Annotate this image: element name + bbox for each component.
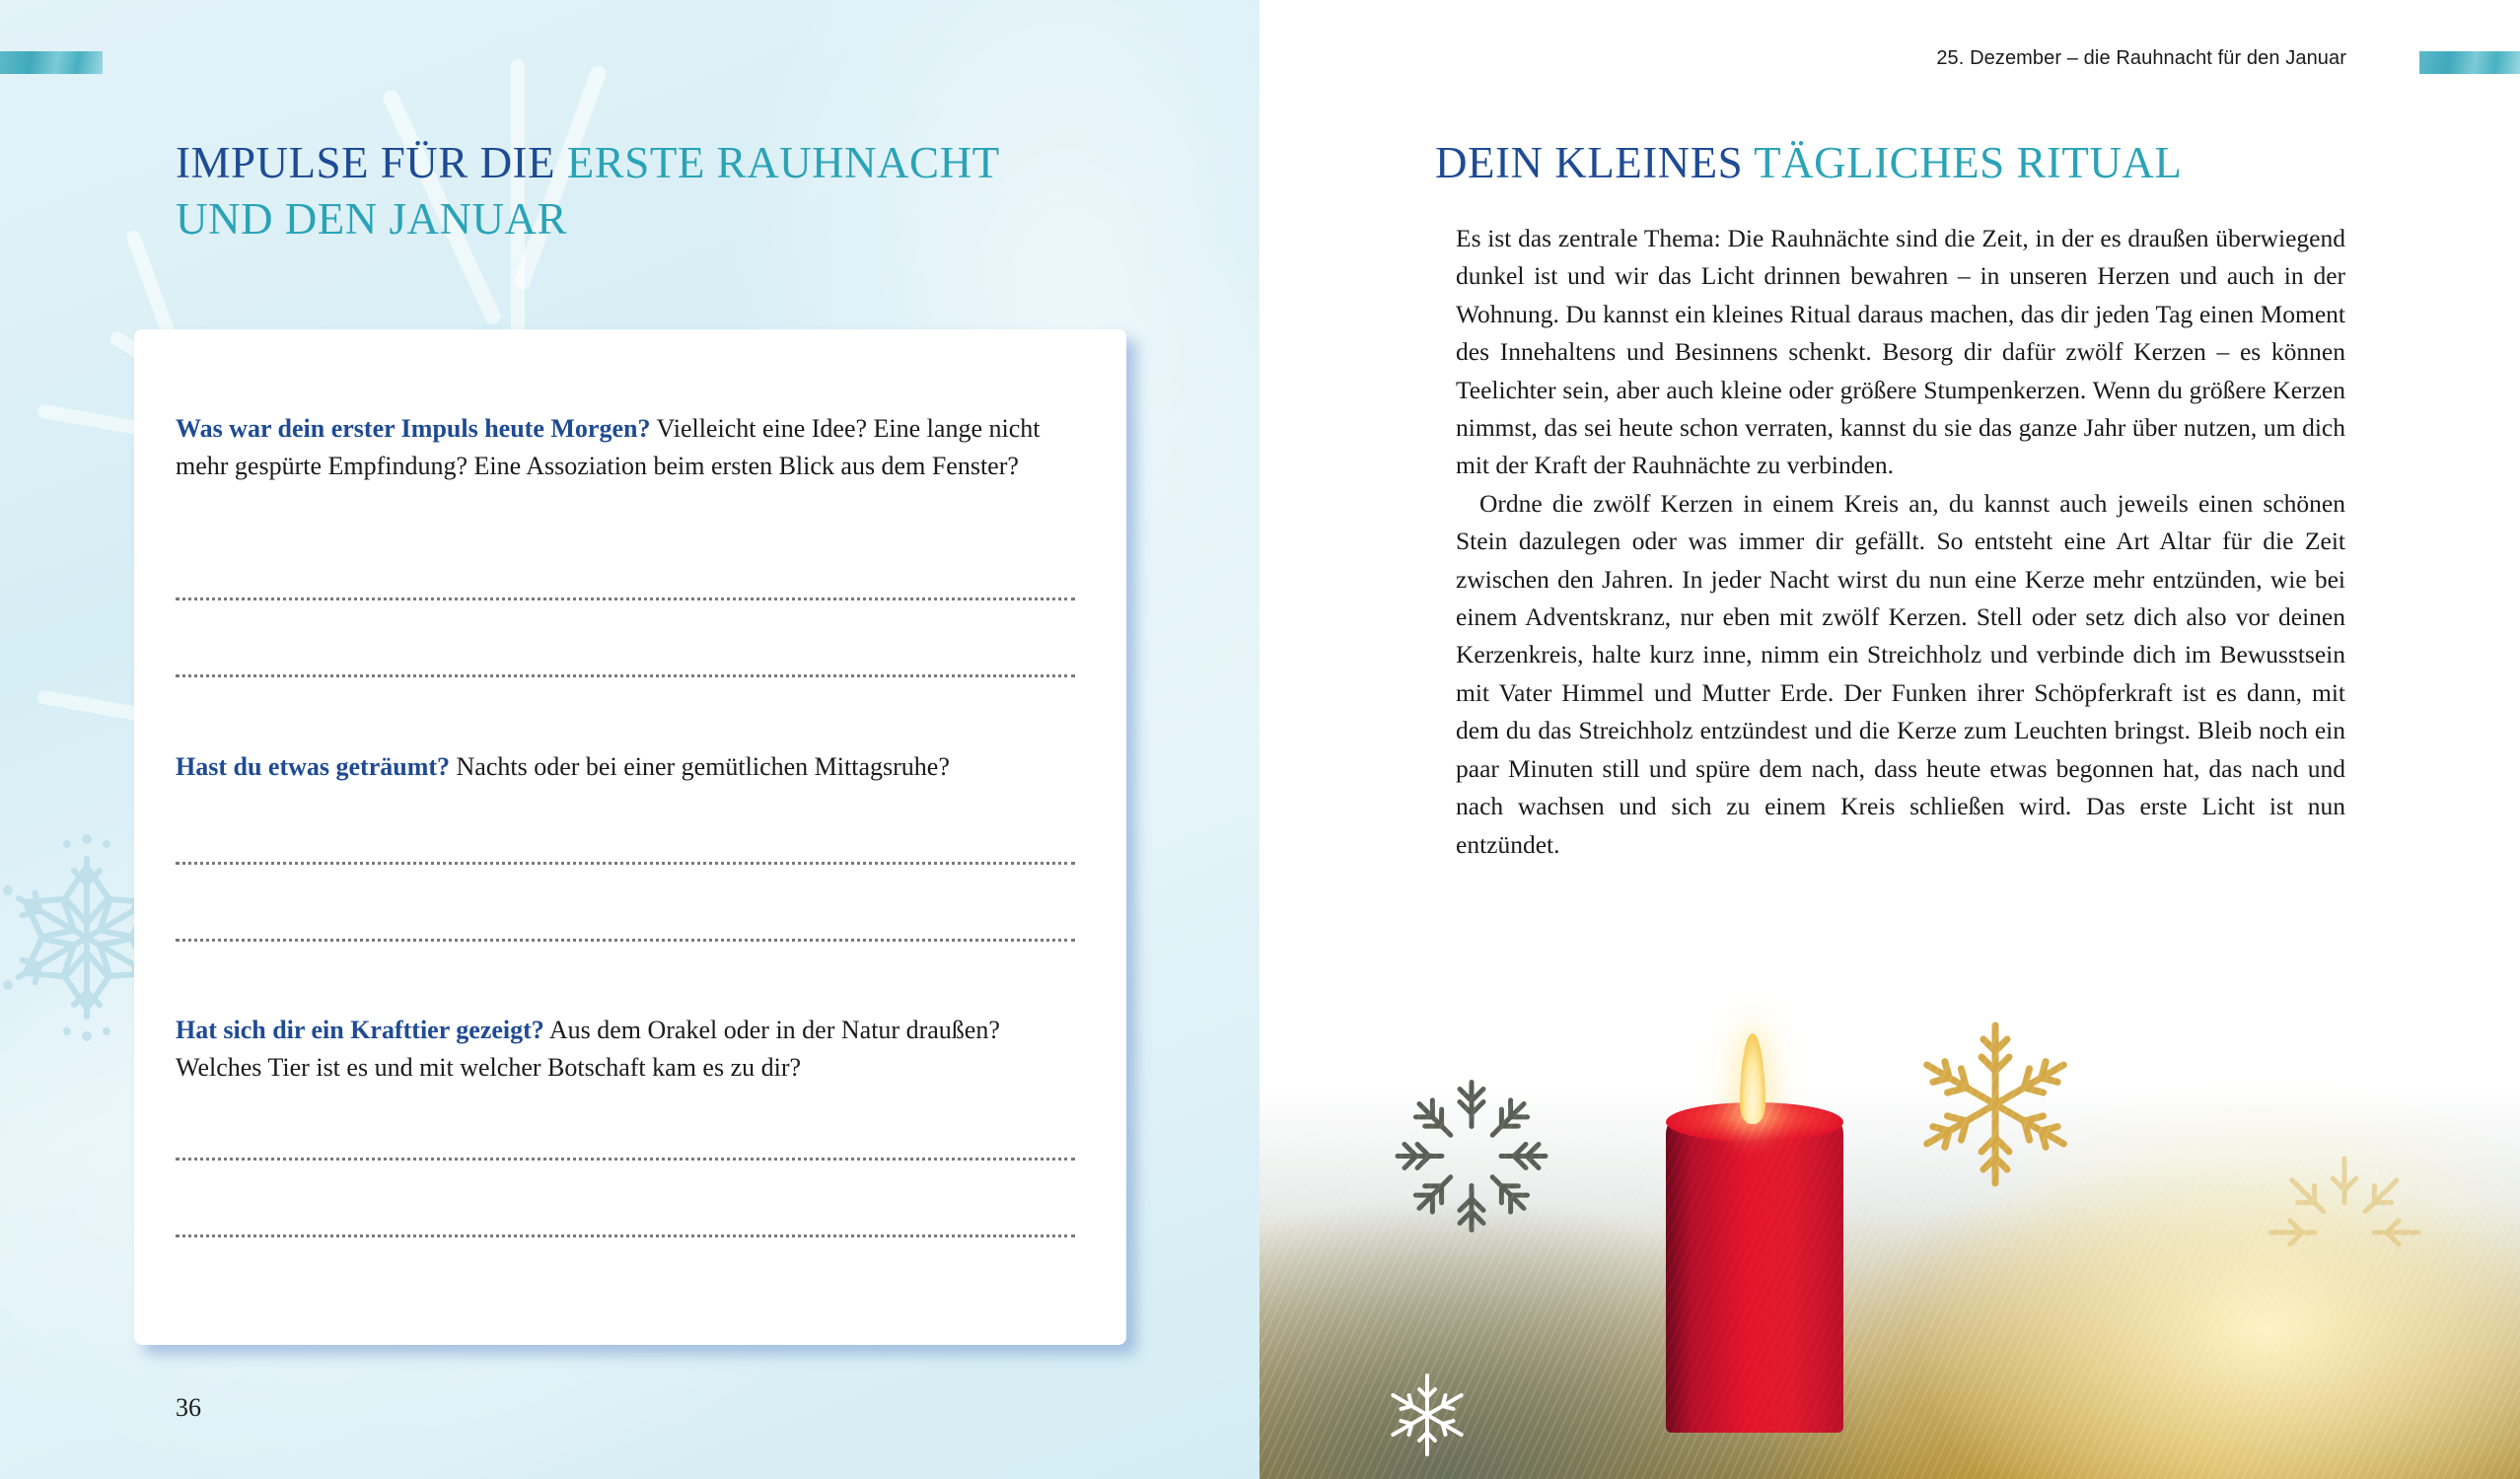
paragraph: Es ist das zentrale Thema: Die Rauhnächte sind die Zeit, in der es draußen überwiegend dunkel ist und wir das Licht drinnen bewahren – in unseren Herzen und auch in der Wohnung. Du kannst ein kleines Ritual daraus machen, das dir jeden Tag einen Moment des Innehaltens und Besinnens schenkt. Besorg dir dafür zwölf Kerzen – es können Teelichter sein, aber auch kleine oder größere Stumpenkerzen. Wenn du größere Kerzen nimmst, das sei heute schon verraten, kannst du sie das ganze Jahr über nutzen, um dich mit der Kraft der Rauhnächte zu verbinden. (1456, 224, 2345, 480)
snowflake-ring-icon (1358, 1050, 1585, 1257)
chapter-tab-marker (0, 51, 103, 74)
body-text (1456, 220, 2345, 864)
candle-flame-icon (1740, 1033, 1765, 1124)
page-number: 36 (176, 1393, 201, 1422)
right-page (1260, 0, 2520, 1479)
journal-card (134, 329, 1126, 1345)
question-block-1 (176, 410, 1083, 485)
title-dark-part: DEIN KLEINES (1435, 138, 1744, 187)
writing-line[interactable] (176, 862, 1075, 865)
running-head: 25. Dezember – die Rauhnacht für den Januar (1936, 47, 2346, 69)
red-candle (1666, 1112, 1843, 1433)
page-title (176, 135, 1063, 247)
question-heading: Was war dein erster Impuls heute Morgen? (176, 414, 651, 443)
writing-line[interactable] (176, 939, 1075, 942)
question-heading: Hat sich dir ein Krafttier gezeigt? (176, 1016, 544, 1044)
section-title (1435, 135, 2421, 191)
writing-line[interactable] (176, 598, 1075, 600)
gold-snowflake-icon (1907, 1016, 2084, 1193)
candle-photo (1260, 976, 2520, 1479)
gold-snowflake-ring-icon (2246, 1134, 2443, 1272)
white-snowflake-icon (1383, 1371, 1472, 1459)
writing-line[interactable] (176, 1234, 1075, 1237)
question-heading: Hast du etwas geträumt? (176, 752, 451, 781)
writing-line[interactable] (176, 674, 1075, 677)
title-light-part-line2: UND DEN JANUAR (176, 194, 567, 244)
paragraph: Ordne die zwölf Kerzen in einem Kreis an, du kannst auch jeweils einen schönen Stein dazulegen oder was immer dir gefällt. So entsteht eine Art Altar für die Zeit zwischen den Jahren. In jeder Nacht wirst du nun eine Kerze mehr entzünden, wie bei einem Adventskranz, nur eben mit zwölf Kerzen. Stell oder setz dich also vor deinen Kerzenkreis, halte kurz inne, nimm ein Streichholz und verbinde dich im Bewusstsein mit Vater Himmel und Mutter Erde. Der Funken ihrer Schöpferkraft ist es dann, mit dem du das Streichholz entzündest und die Kerze zum Leuchten bringst. Bleib noch ein paar Minuten still und spüre dem nach, dass heute etwas begonnen hat, das nach und nach wachsen und sich zu einem Kreis schließen wird. Das erste Licht ist nun entzündet. (1456, 488, 2345, 859)
question-text: Aus dem Orakel oder in der Natur draußen? Welches Tier ist es und mit welcher Botschaft kam es zu dir? (176, 1016, 1000, 1082)
chapter-tab-marker (2419, 51, 2520, 74)
question-text: Vielleicht eine Idee? Eine lange nicht mehr gespürte Empfindung? Eine Assoziation beim ersten Blick aus dem Fenster? (176, 414, 1041, 480)
question-block-2 (176, 748, 1083, 786)
title-light-part: ERSTE RAUHNACHT (566, 138, 1000, 187)
title-dark-part: IMPULSE FÜR DIE (176, 138, 556, 187)
writing-line[interactable] (176, 1158, 1075, 1161)
question-block-3 (176, 1012, 1083, 1087)
title-light-part: TÄGLICHES RITUAL (1754, 138, 2183, 187)
question-text: Nachts oder bei einer gemütlichen Mittagsruhe? (456, 752, 950, 781)
